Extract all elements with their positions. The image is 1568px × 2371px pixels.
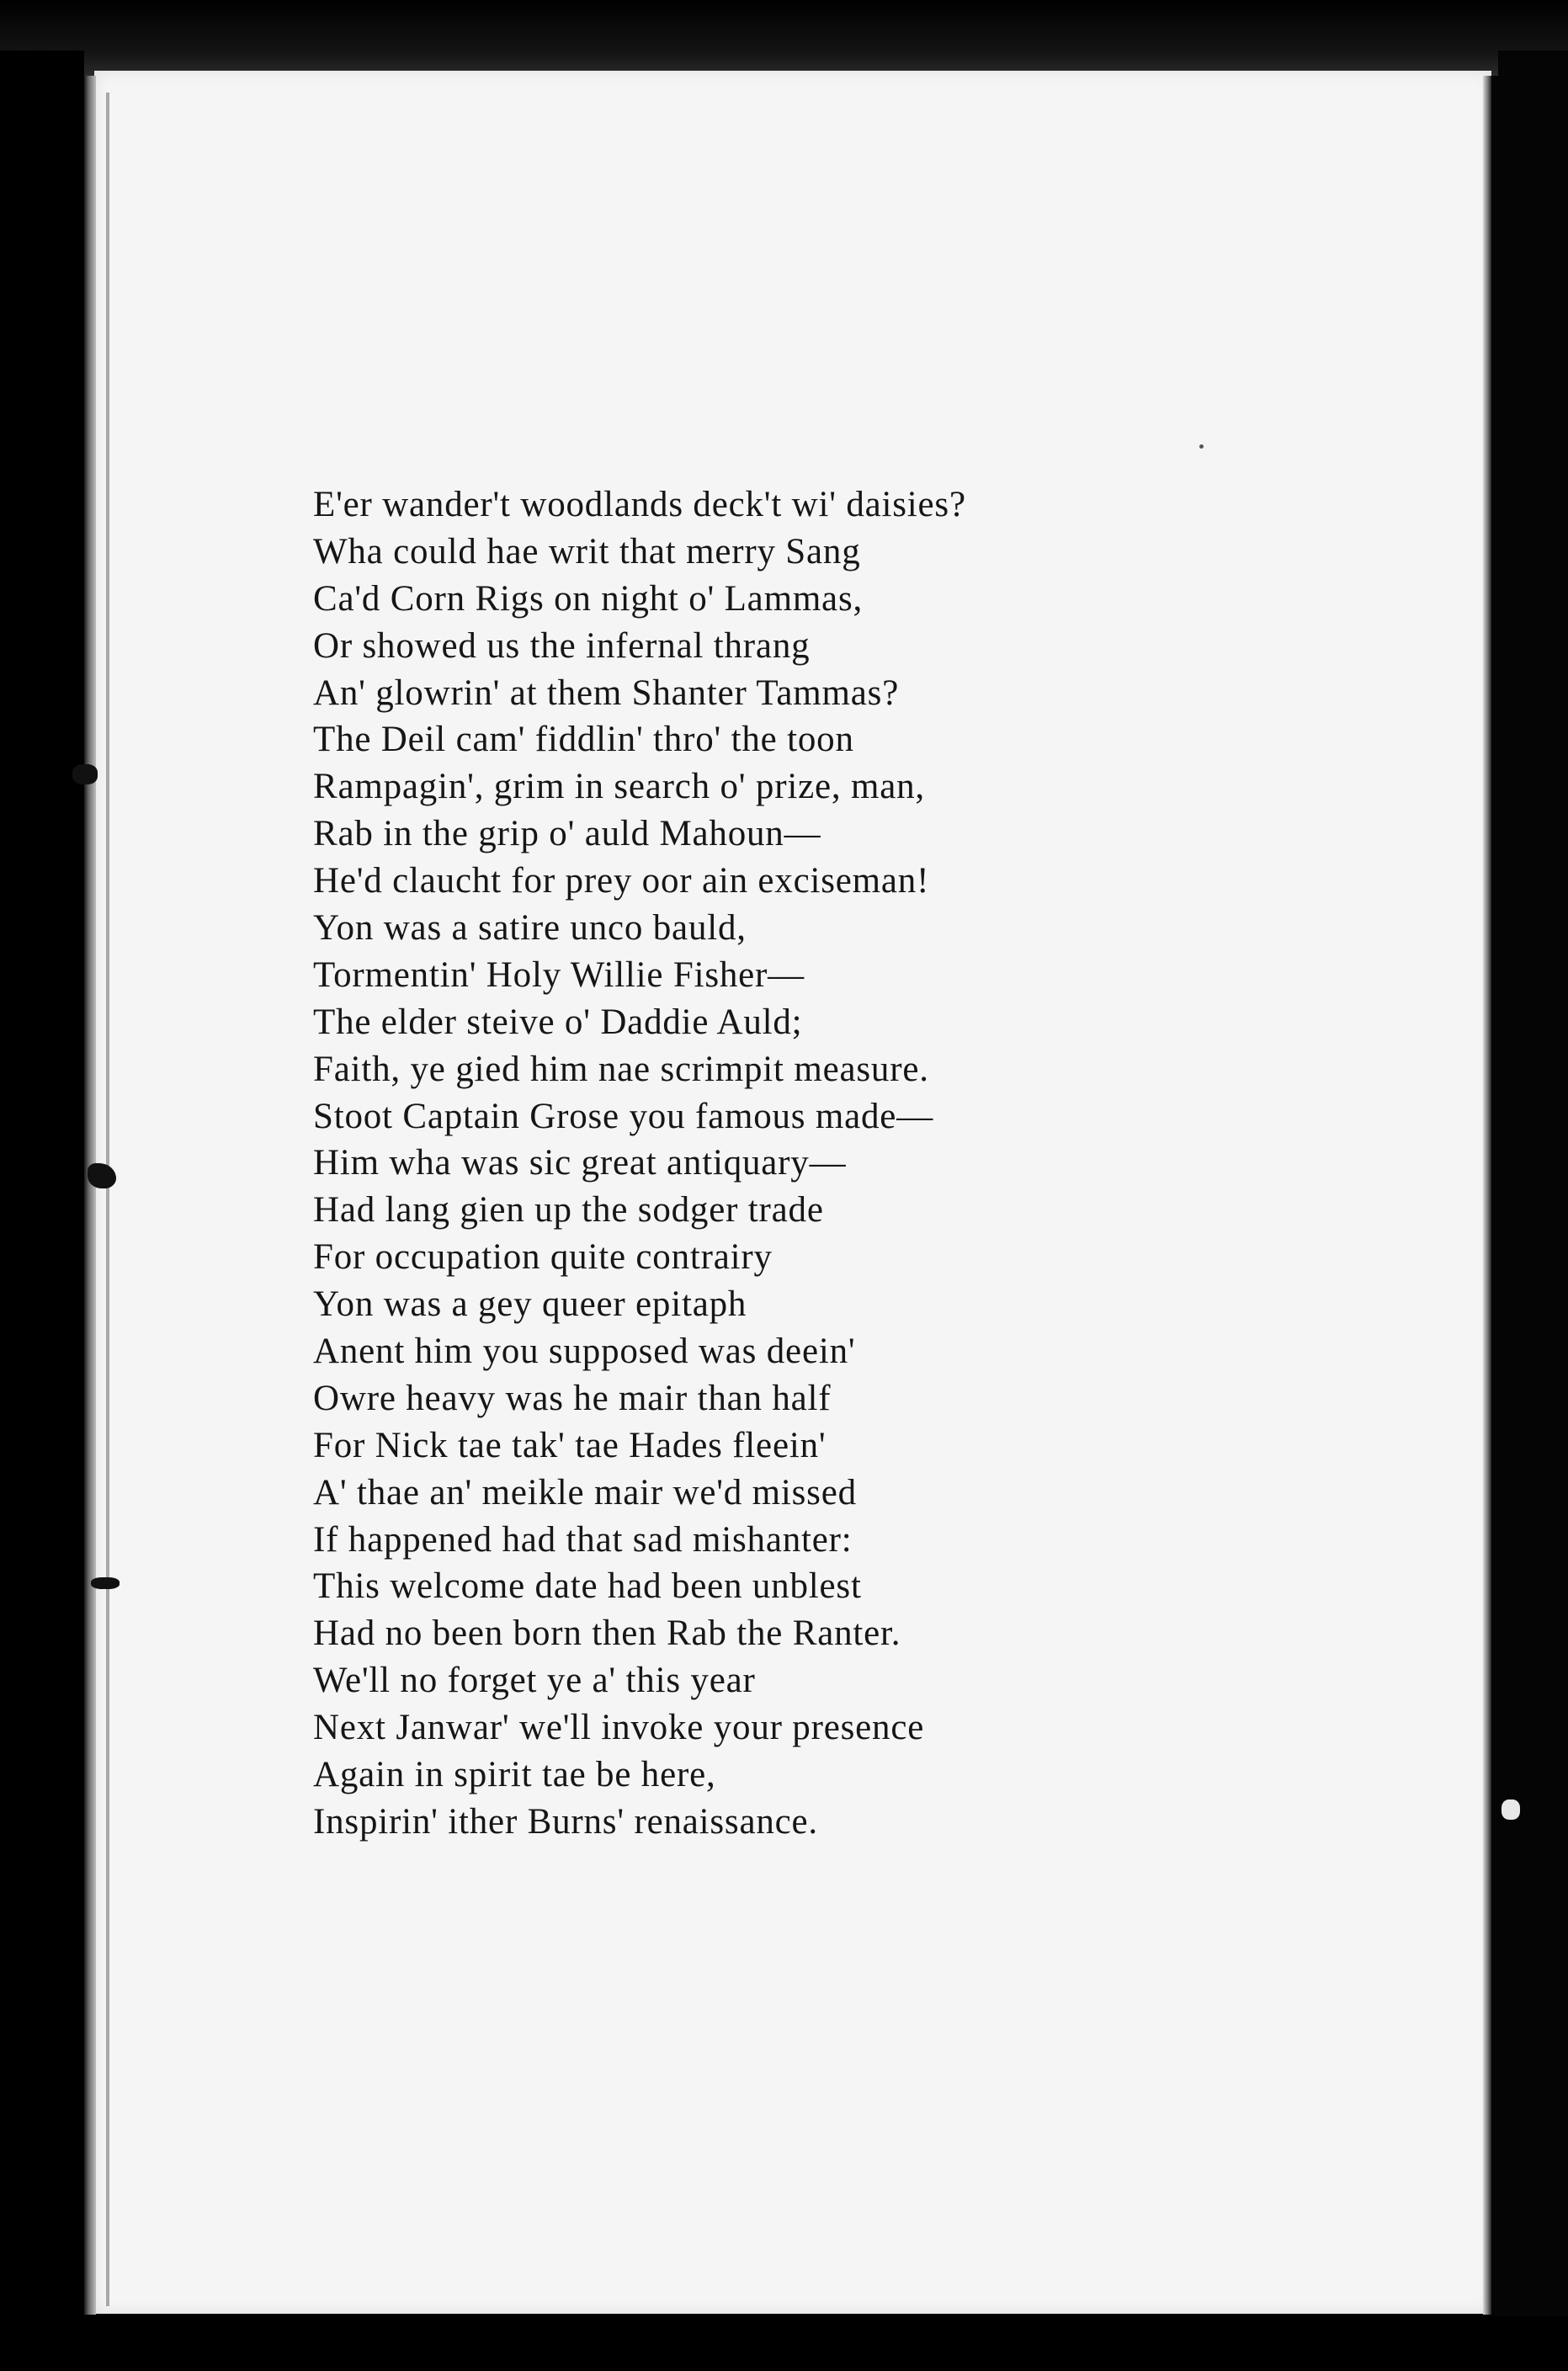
poem-line: He'd claucht for prey oor ain exciseman!: [313, 861, 930, 901]
poem-line: An' glowrin' at them Shanter Tammas?: [313, 672, 900, 713]
poem-line: This welcome date had been unblest: [313, 1566, 862, 1607]
poem-text: [313, 481, 1155, 1846]
poem-line: Yon was a gey queer epitaph: [313, 1284, 747, 1325]
top-scan-border: [0, 0, 1568, 76]
right-scan-border: [1498, 51, 1568, 2371]
page-speck: [1199, 444, 1204, 449]
poem-line: Rab in the grip o' auld Mahoun—: [313, 814, 821, 854]
page-right-edge: [1483, 76, 1491, 2315]
binding-mark: [91, 1577, 120, 1589]
edge-mark: [1502, 1800, 1520, 1820]
poem-line: The elder steive o' Daddie Auld;: [313, 1002, 803, 1042]
poem-line: Tormentin' Holy Willie Fisher—: [313, 954, 805, 995]
poem-line: If happened had that sad mishanter:: [313, 1519, 853, 1560]
poem-line: E'er wander't woodlands deck't wi' daisies?: [313, 485, 966, 524]
poem-line: Him wha was sic great antiquary—: [313, 1143, 847, 1183]
poem-line: For occupation quite contrairy: [313, 1237, 773, 1278]
poem-line: A' thae an' meikle mair we'd missed: [313, 1472, 857, 1512]
binding-line: [106, 93, 109, 2306]
page-binding-edge: [84, 76, 96, 2315]
poem-line: Or showed us the infernal thrang: [313, 625, 811, 666]
poem-line: Wha could hae writ that merry Sang: [313, 531, 861, 571]
poem-line: Faith, ye gied him nae scrimpit measure.: [313, 1049, 929, 1089]
left-scan-border: [0, 51, 84, 2371]
poem-line: For Nick tae tak' tae Hades fleein': [313, 1425, 827, 1465]
poem-line: Anent him you supposed was deein': [313, 1332, 856, 1372]
poem-line: Next Janwar' we'll invoke your presence: [313, 1708, 925, 1748]
poem-line: We'll no forget ye a' this year: [313, 1661, 756, 1701]
binding-mark: [72, 764, 98, 784]
poem-line: Had lang gien up the sodger trade: [313, 1190, 824, 1231]
poem-line: Rampagin', grim in search o' prize, man,: [313, 767, 925, 807]
bottom-scan-border: [0, 2316, 1568, 2371]
poem-line: Inspirin' ither Burns' renaissance.: [313, 1801, 818, 1842]
poem-line: Owre heavy was he mair than half: [313, 1378, 832, 1418]
poem-line: Stoot Captain Grose you famous made—: [313, 1096, 933, 1136]
poem-line: Had no been born then Rab the Ranter.: [313, 1613, 901, 1654]
poem-line: Yon was a satire unco bauld,: [313, 908, 747, 949]
poem-line: Ca'd Corn Rigs on night o' Lammas,: [313, 578, 864, 619]
poem-line: Again in spirit tae be here,: [313, 1755, 716, 1795]
poem-line: The Deil cam' fiddlin' thro' the toon: [313, 720, 854, 760]
